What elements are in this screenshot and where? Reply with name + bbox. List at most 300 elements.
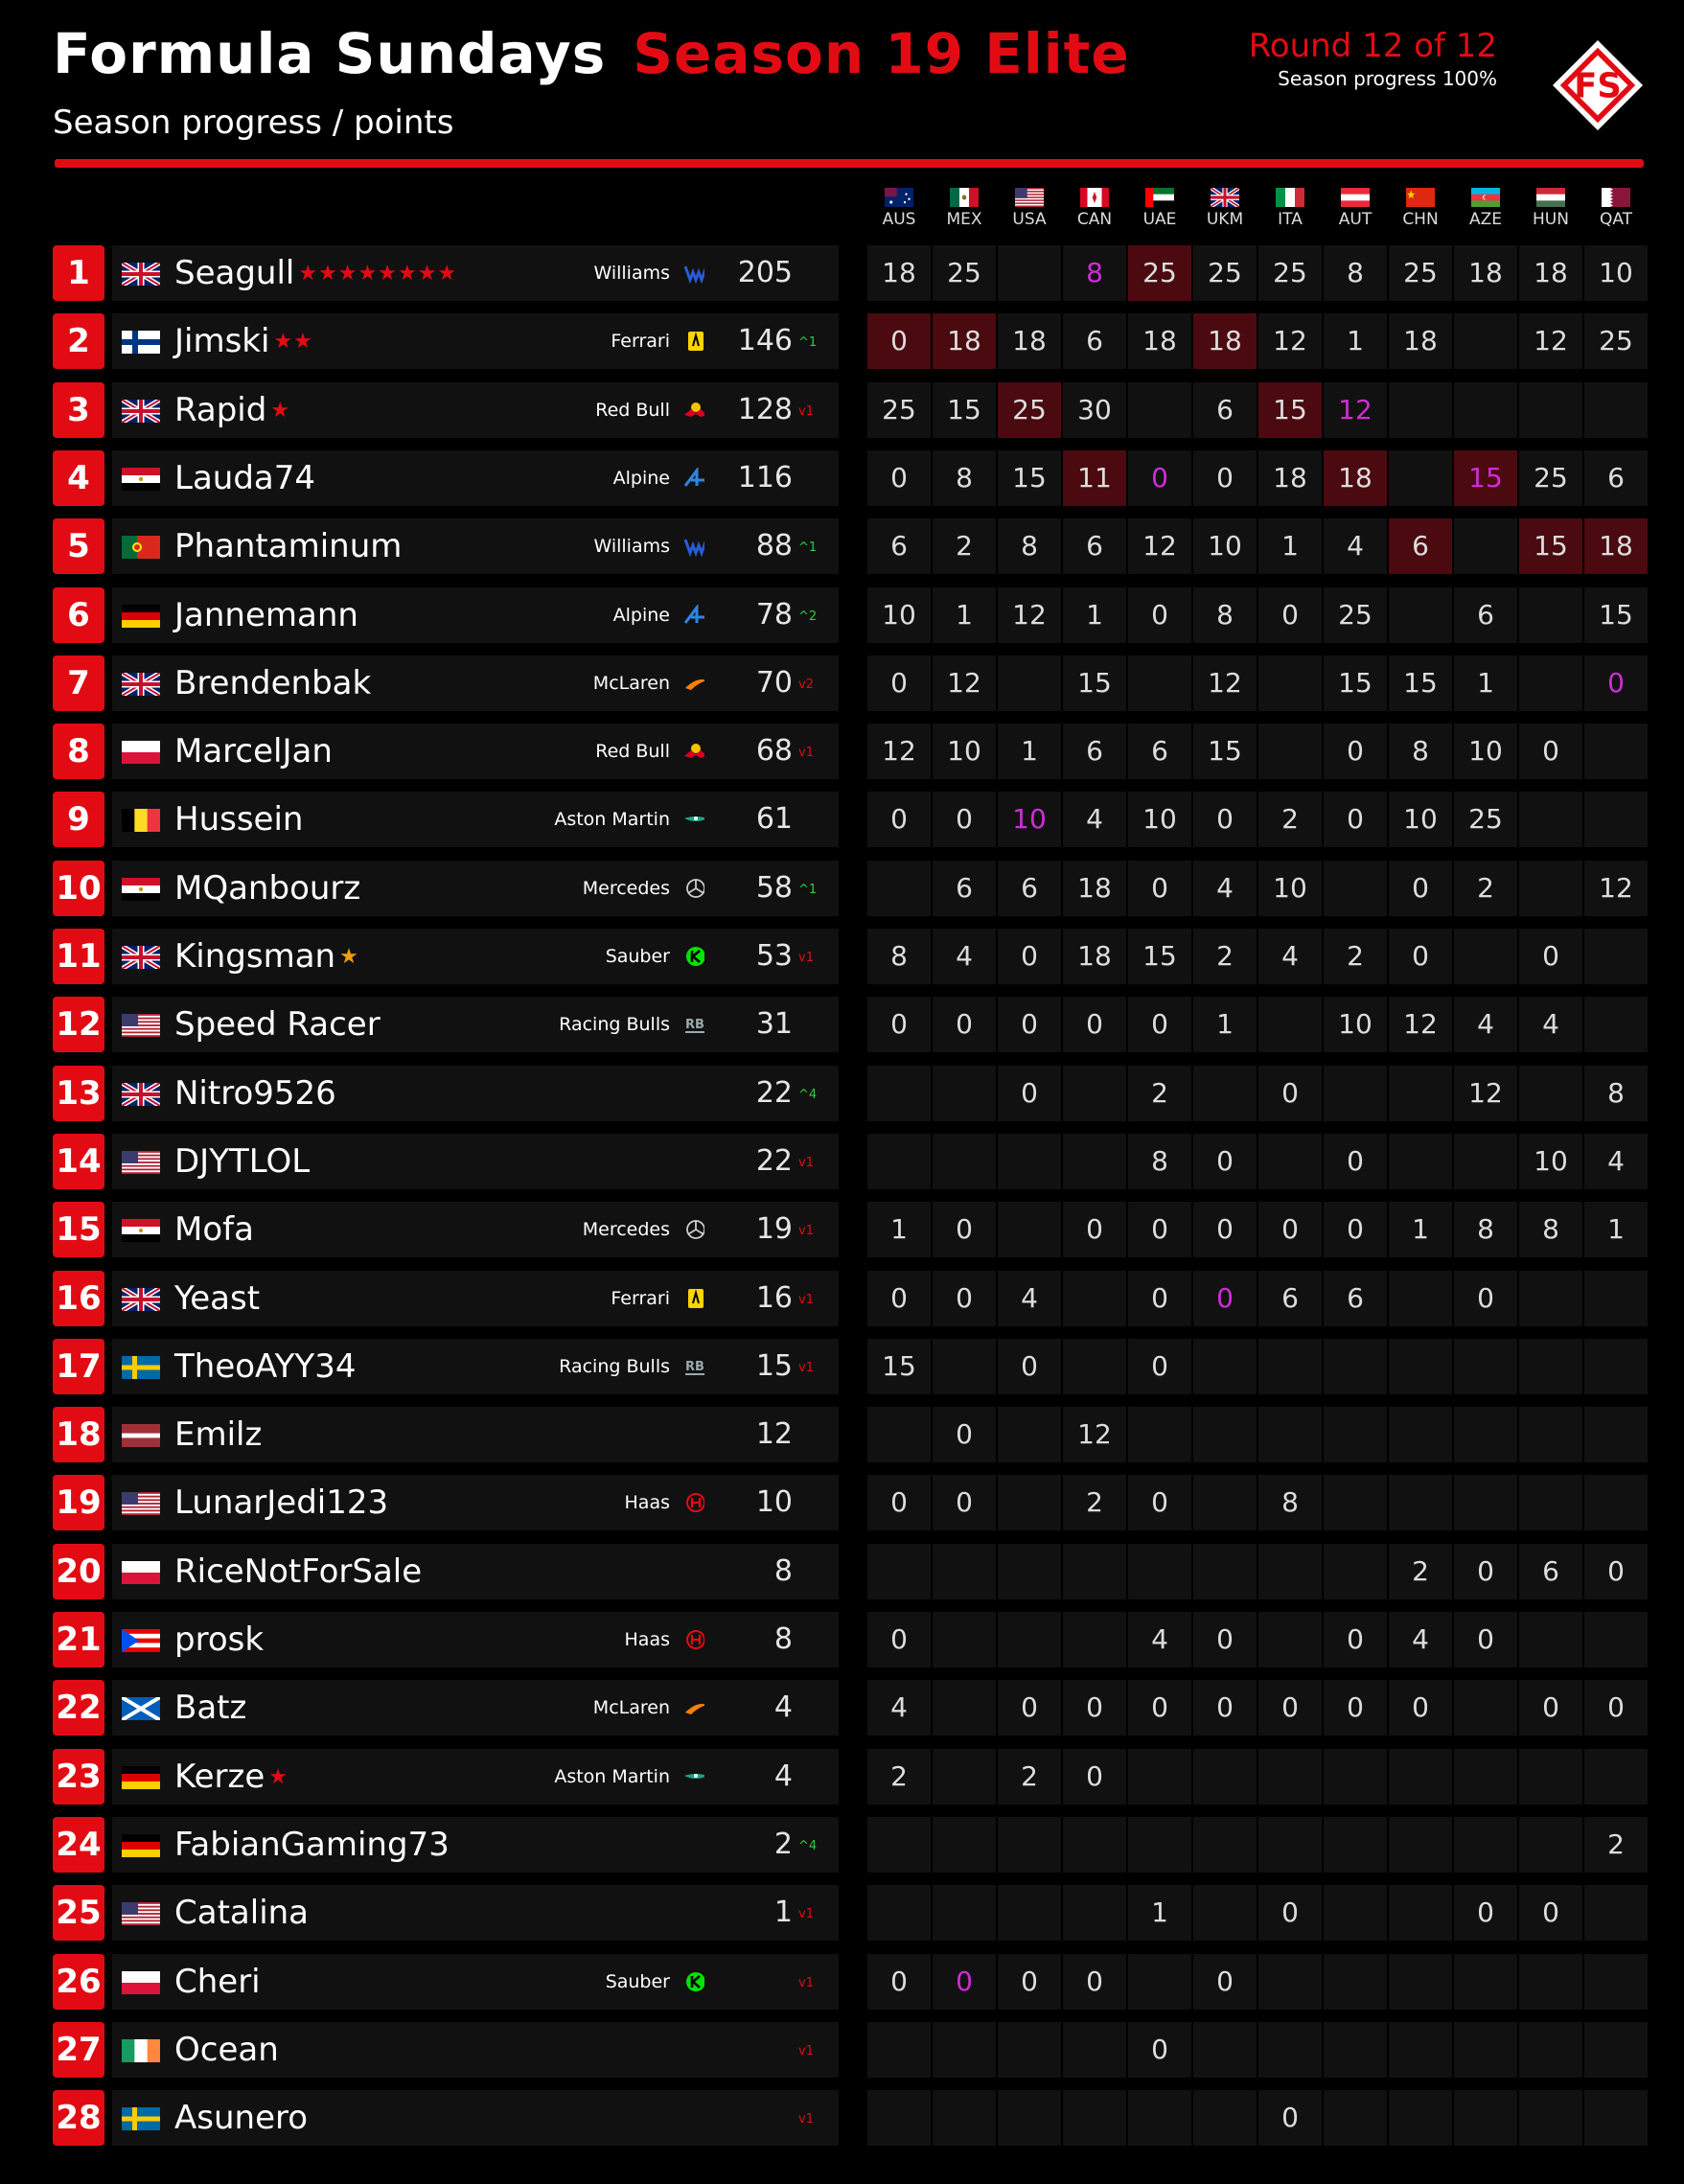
race-result-mex: 10 <box>933 724 996 779</box>
race-result-chn <box>1389 1134 1452 1189</box>
race-result-aut: 8 <box>1324 245 1387 301</box>
arrow-up-icon: ^ <box>798 1087 809 1102</box>
race-result-ukm: 15 <box>1193 724 1257 779</box>
race-result-hun: 8 <box>1519 1202 1582 1257</box>
race-result-aze: 0 <box>1454 1271 1517 1326</box>
position-badge: 24 <box>53 1817 104 1873</box>
race-result-can: 0 <box>1063 1202 1126 1257</box>
race-result-can: 0 <box>1063 1680 1126 1736</box>
race-result-hun: 18 <box>1519 245 1582 301</box>
au-flag-icon <box>885 188 913 207</box>
race-result-ita <box>1258 1407 1322 1462</box>
race-result-usa <box>998 2090 1061 2146</box>
driver-name-text: Jimski <box>174 322 270 361</box>
race-result-usa: 15 <box>998 450 1061 506</box>
position-change <box>798 1293 814 1307</box>
race-code: UKM <box>1206 210 1244 229</box>
race-result-aus: 6 <box>867 518 931 574</box>
race-result-qat <box>1584 1749 1648 1805</box>
race-result-aus: 12 <box>867 724 931 779</box>
race-code: USA <box>1012 210 1047 229</box>
race-result-ita: 15 <box>1258 382 1322 438</box>
pt-flag-icon <box>122 536 160 559</box>
race-result-ita: 10 <box>1258 861 1322 916</box>
race-result-mex <box>933 1612 996 1667</box>
race-result-aut: 12 <box>1324 382 1387 438</box>
race-result-chn: 0 <box>1389 1680 1452 1736</box>
race-result-hun: 6 <box>1519 1544 1582 1599</box>
race-result-chn <box>1389 1954 1452 2010</box>
race-result-aut <box>1324 1544 1387 1599</box>
us-flag-icon <box>122 1902 160 1925</box>
race-result-aus: 8 <box>867 929 931 984</box>
driver-cell <box>112 382 716 438</box>
race-code: CHN <box>1402 210 1439 229</box>
race-result-hun <box>1519 1407 1582 1462</box>
race-result-aut: 0 <box>1324 724 1387 779</box>
arrow-down-icon: v <box>798 1224 806 1239</box>
race-result-mex: 15 <box>933 382 996 438</box>
race-result-chn: 2 <box>1389 1544 1452 1599</box>
position-badge: 26 <box>53 1954 104 2010</box>
title-stars: ★ <box>339 945 359 969</box>
race-result-ukm: 0 <box>1193 1202 1257 1257</box>
race-result-ita: 0 <box>1258 1066 1322 1121</box>
race-result-usa: 0 <box>998 929 1061 984</box>
points-cell <box>704 1885 839 1941</box>
race-result-aze: 8 <box>1454 1202 1517 1257</box>
race-result-uae: 0 <box>1128 2022 1191 2078</box>
driver-cell <box>112 1885 716 1941</box>
de-flag-icon <box>122 1766 160 1789</box>
race-result-uae <box>1128 1954 1191 2010</box>
race-result-aut: 15 <box>1324 655 1387 711</box>
team-name: Sauber <box>605 946 670 967</box>
total-points: 8 <box>773 1553 793 1588</box>
position-badge: 16 <box>53 1271 104 1326</box>
race-result-chn <box>1389 1339 1452 1394</box>
table-row <box>53 861 1646 916</box>
position-badge: 7 <box>53 655 104 711</box>
race-result-usa: 0 <box>998 1339 1061 1394</box>
race-result-hun: 10 <box>1519 1134 1582 1189</box>
table-row <box>53 313 1646 369</box>
race-result-usa: 0 <box>998 1954 1061 2010</box>
race-result-aut: 0 <box>1324 1134 1387 1189</box>
race-result-ukm: 8 <box>1193 587 1257 643</box>
race-result-aus: 0 <box>867 313 931 369</box>
race-result-can <box>1063 1544 1126 1599</box>
table-row <box>53 1407 1646 1462</box>
driver-cell <box>112 1066 716 1121</box>
race-result-aze <box>1454 1134 1517 1189</box>
race-result-uae: 0 <box>1128 1271 1191 1326</box>
race-result-usa: 18 <box>998 313 1061 369</box>
season-title: Season 19 Elite <box>633 21 1130 86</box>
race-code: HUN <box>1533 210 1569 229</box>
race-result-aus <box>867 1817 931 1873</box>
race-result-aze <box>1454 1475 1517 1530</box>
race-result-aus: 18 <box>867 245 931 301</box>
arrow-up-icon: ^ <box>798 1838 809 1853</box>
race-header-uae <box>1131 188 1188 229</box>
position-badge: 22 <box>53 1680 104 1736</box>
race-result-hun <box>1519 1749 1582 1805</box>
race-result-usa <box>998 1202 1061 1257</box>
race-result-mex: 0 <box>933 1475 996 1530</box>
position-change <box>798 2044 814 2058</box>
race-result-qat <box>1584 382 1648 438</box>
race-result-aus <box>867 1134 931 1189</box>
az-flag-icon <box>1471 188 1500 207</box>
race-header-aze <box>1457 188 1514 229</box>
race-result-aze: 12 <box>1454 1066 1517 1121</box>
race-result-ita: 8 <box>1258 1475 1322 1530</box>
team-name: Alpine <box>612 604 670 626</box>
driver-name <box>174 1885 309 1941</box>
position-change <box>798 540 817 555</box>
race-result-usa <box>998 1407 1061 1462</box>
race-result-aut: 0 <box>1324 1680 1387 1736</box>
race-header-usa <box>1001 188 1058 229</box>
driver-cell <box>112 861 716 916</box>
race-result-qat <box>1584 1475 1648 1530</box>
driver-cell <box>112 450 716 506</box>
race-result-aut <box>1324 1339 1387 1394</box>
team-name: Mercedes <box>582 1219 670 1241</box>
race-result-mex: 4 <box>933 929 996 984</box>
race-result-can <box>1063 1271 1126 1326</box>
race-result-chn <box>1389 1066 1452 1121</box>
race-result-uae: 1 <box>1128 1885 1191 1941</box>
race-result-aus: 1 <box>867 1202 931 1257</box>
race-result-aut <box>1324 2022 1387 2078</box>
arrow-down-icon: v <box>798 2043 806 2058</box>
points-cell <box>704 1202 839 1257</box>
points-cell <box>704 1407 839 1462</box>
race-result-chn: 0 <box>1389 861 1452 916</box>
race-result-chn: 25 <box>1389 245 1452 301</box>
race-result-aut <box>1324 1066 1387 1121</box>
race-result-hun: 12 <box>1519 313 1582 369</box>
race-result-aze <box>1454 382 1517 438</box>
driver-name <box>174 1066 336 1121</box>
total-points: 12 <box>755 1417 793 1452</box>
driver-name-text: Nitro9526 <box>174 1073 336 1113</box>
race-result-ita: 0 <box>1258 1885 1322 1941</box>
points-cell <box>704 792 839 847</box>
position-change-value: 1 <box>808 540 818 556</box>
points-cell <box>704 245 839 301</box>
position-change <box>798 1156 814 1170</box>
race-result-aus: 4 <box>867 1680 931 1736</box>
driver-cell <box>112 1612 716 1667</box>
race-result-aze <box>1454 2022 1517 2078</box>
race-result-qat: 0 <box>1584 1544 1648 1599</box>
driver-cell <box>112 929 716 984</box>
team-name: Ferrari <box>611 1287 670 1309</box>
race-result-chn: 8 <box>1389 724 1452 779</box>
team-name: Haas <box>624 1629 670 1650</box>
race-result-qat: 0 <box>1584 1680 1648 1736</box>
position-badge: 5 <box>53 518 104 574</box>
driver-cell <box>112 2022 716 2078</box>
position-change-value: 1 <box>805 2043 814 2058</box>
gb-flag-icon <box>122 673 160 696</box>
arrow-down-icon: v <box>798 1155 806 1170</box>
race-result-aze <box>1454 1954 1517 2010</box>
driver-name <box>174 1749 288 1805</box>
race-result-hun <box>1519 1271 1582 1326</box>
table-row <box>53 792 1646 847</box>
race-result-can <box>1063 2022 1126 2078</box>
arrow-up-icon: ^ <box>798 335 809 351</box>
race-code: ITA <box>1278 210 1303 229</box>
race-result-aut: 4 <box>1324 518 1387 574</box>
total-points: 4 <box>773 1759 793 1793</box>
race-result-uae: 8 <box>1128 1134 1191 1189</box>
race-result-chn <box>1389 587 1452 643</box>
race-code: AUT <box>1338 210 1373 229</box>
race-result-aze <box>1454 1339 1517 1394</box>
table-row <box>53 1885 1646 1941</box>
race-result-chn <box>1389 1271 1452 1326</box>
race-result-ukm: 0 <box>1193 1134 1257 1189</box>
race-result-chn <box>1389 382 1452 438</box>
race-header-aus <box>870 188 928 229</box>
driver-name <box>174 929 359 985</box>
race-result-hun <box>1519 1954 1582 2010</box>
race-result-qat <box>1584 1339 1648 1394</box>
race-result-usa <box>998 245 1061 301</box>
driver-cell <box>112 1407 716 1462</box>
race-result-uae: 0 <box>1128 1680 1191 1736</box>
race-code: UAE <box>1142 210 1177 229</box>
points-cell <box>704 1544 839 1599</box>
driver-name <box>174 1475 388 1530</box>
title-stars: ★ <box>270 398 291 423</box>
be-flag-icon <box>122 809 160 832</box>
race-result-ita: 4 <box>1258 929 1322 984</box>
season-progress-text: Season progress 100% <box>1278 67 1497 90</box>
table-row <box>53 997 1646 1052</box>
team-name: Alpine <box>612 467 670 489</box>
team-name: Racing Bulls <box>559 1355 670 1377</box>
race-result-qat: 6 <box>1584 450 1648 506</box>
position-change <box>798 678 814 692</box>
table-row <box>53 1544 1646 1599</box>
driver-cell <box>112 245 716 301</box>
race-result-qat <box>1584 1954 1648 2010</box>
position-change-value: 1 <box>805 1907 814 1922</box>
table-row <box>53 655 1646 711</box>
race-result-aut: 2 <box>1324 929 1387 984</box>
team-name: Red Bull <box>595 399 670 421</box>
race-result-aze: 1 <box>1454 655 1517 711</box>
arrow-down-icon: v <box>798 2112 806 2127</box>
position-change <box>798 2112 814 2127</box>
race-result-qat <box>1584 2090 1648 2146</box>
race-result-can: 15 <box>1063 655 1126 711</box>
race-result-aze <box>1454 1407 1517 1462</box>
points-cell <box>704 655 839 711</box>
position-change-value: 1 <box>805 1292 814 1307</box>
header-divider <box>55 159 1644 168</box>
race-result-aut: 0 <box>1324 792 1387 847</box>
race-result-ukm: 12 <box>1193 655 1257 711</box>
race-result-aze: 15 <box>1454 450 1517 506</box>
gb-flag-icon <box>1211 188 1239 207</box>
race-result-hun: 0 <box>1519 1885 1582 1941</box>
position-change <box>798 746 814 760</box>
table-row <box>53 1066 1646 1121</box>
pl-flag-icon <box>122 1971 160 1994</box>
driver-name <box>174 1954 261 2010</box>
race-result-aut <box>1324 861 1387 916</box>
race-result-aze: 0 <box>1454 1612 1517 1667</box>
race-result-aus <box>867 861 931 916</box>
race-result-aze: 2 <box>1454 861 1517 916</box>
driver-cell <box>112 1475 716 1530</box>
race-result-ukm <box>1193 1885 1257 1941</box>
driver-name <box>174 1680 246 1736</box>
race-result-chn <box>1389 1475 1452 1530</box>
arrow-up-icon: ^ <box>798 882 809 897</box>
position-badge: 23 <box>53 1749 104 1805</box>
race-result-ita: 18 <box>1258 450 1322 506</box>
driver-name-text: Ocean <box>174 2030 279 2069</box>
points-cell <box>704 2090 839 2146</box>
race-result-aus: 0 <box>867 1612 931 1667</box>
position-change-value: 2 <box>805 677 814 692</box>
cn-flag-icon <box>1406 188 1435 207</box>
race-result-aus: 0 <box>867 997 931 1052</box>
race-result-mex <box>933 1134 996 1189</box>
race-result-can: 0 <box>1063 997 1126 1052</box>
pl-flag-icon <box>122 1561 160 1584</box>
race-code: MEX <box>946 210 982 229</box>
position-change <box>798 1224 814 1238</box>
driver-name-text: Mofa <box>174 1210 254 1250</box>
total-points: 10 <box>755 1485 793 1520</box>
race-result-usa: 12 <box>998 587 1061 643</box>
race-result-hun <box>1519 587 1582 643</box>
race-result-can: 4 <box>1063 792 1126 847</box>
race-result-aze <box>1454 1749 1517 1805</box>
total-points: 2 <box>773 1827 793 1861</box>
team-name: Williams <box>593 536 670 558</box>
total-points: 31 <box>755 1007 793 1042</box>
race-result-aus <box>867 1885 931 1941</box>
race-result-usa: 25 <box>998 382 1061 438</box>
driver-cell <box>112 1202 716 1257</box>
position-change-value: 1 <box>805 746 814 761</box>
race-result-qat <box>1584 724 1648 779</box>
race-result-mex <box>933 1749 996 1805</box>
gb-flag-icon <box>122 946 160 969</box>
driver-name-text: Kerze <box>174 1757 265 1796</box>
position-change-value: 1 <box>805 1155 814 1170</box>
table-row <box>53 929 1646 984</box>
race-result-mex: 0 <box>933 1954 996 2010</box>
table-row <box>53 2090 1646 2146</box>
position-change-value: 1 <box>808 882 818 897</box>
race-result-hun <box>1519 1066 1582 1121</box>
race-result-aze <box>1454 1817 1517 1873</box>
race-result-mex: 0 <box>933 1407 996 1462</box>
ae-flag-icon <box>1145 188 1174 207</box>
race-result-qat <box>1584 1407 1648 1462</box>
driver-name-text: LunarJedi123 <box>174 1483 389 1523</box>
driver-name <box>174 1612 264 1667</box>
total-points: 146 <box>737 324 793 358</box>
it-flag-icon <box>1276 188 1304 207</box>
race-result-uae: 0 <box>1128 1202 1191 1257</box>
hu-flag-icon <box>1536 188 1565 207</box>
race-result-usa: 2 <box>998 1749 1061 1805</box>
driver-name-text: prosk <box>174 1621 265 1659</box>
race-result-can <box>1063 1612 1126 1667</box>
race-result-usa <box>998 1817 1061 1873</box>
race-result-usa: 1 <box>998 724 1061 779</box>
position-change <box>798 609 817 624</box>
eg-flag-icon <box>122 1219 160 1242</box>
race-result-qat: 12 <box>1584 861 1648 916</box>
driver-name <box>174 997 381 1052</box>
ca-flag-icon <box>1080 188 1109 207</box>
race-result-aut: 25 <box>1324 587 1387 643</box>
team-name: McLaren <box>592 1697 670 1719</box>
table-row <box>53 724 1646 779</box>
race-result-mex <box>933 1544 996 1599</box>
race-result-ita <box>1258 1954 1322 2010</box>
race-result-mex: 0 <box>933 1271 996 1326</box>
total-points: 70 <box>755 665 793 700</box>
race-result-ita <box>1258 997 1322 1052</box>
race-result-aut <box>1324 2090 1387 2146</box>
race-result-chn <box>1389 2022 1452 2078</box>
race-result-can: 6 <box>1063 518 1126 574</box>
arrow-down-icon: v <box>798 1292 806 1307</box>
table-row <box>53 1202 1646 1257</box>
race-result-qat: 4 <box>1584 1134 1648 1189</box>
race-result-uae <box>1128 2090 1191 2146</box>
position-change <box>798 1976 814 1990</box>
team-name: Sauber <box>605 1970 670 1992</box>
total-points: 8 <box>773 1622 793 1656</box>
eg-flag-icon <box>122 468 160 491</box>
race-result-aze <box>1454 518 1517 574</box>
race-result-chn: 1 <box>1389 1202 1452 1257</box>
race-result-ukm <box>1193 1544 1257 1599</box>
driver-name-text: Rapid <box>174 390 267 429</box>
race-result-ita: 2 <box>1258 792 1322 847</box>
points-cell <box>704 1339 839 1394</box>
points-cell <box>704 518 839 574</box>
team-name: Racing Bulls <box>559 1014 670 1036</box>
total-points: 61 <box>755 802 793 837</box>
race-result-chn: 18 <box>1389 313 1452 369</box>
race-header-ukm <box>1196 188 1254 229</box>
points-cell <box>704 861 839 916</box>
race-result-can <box>1063 1339 1126 1394</box>
race-result-mex: 8 <box>933 450 996 506</box>
race-result-hun <box>1519 655 1582 711</box>
race-result-uae <box>1128 1817 1191 1873</box>
total-points: 16 <box>755 1280 793 1315</box>
race-result-aut: 18 <box>1324 450 1387 506</box>
race-result-ukm: 0 <box>1193 1271 1257 1326</box>
